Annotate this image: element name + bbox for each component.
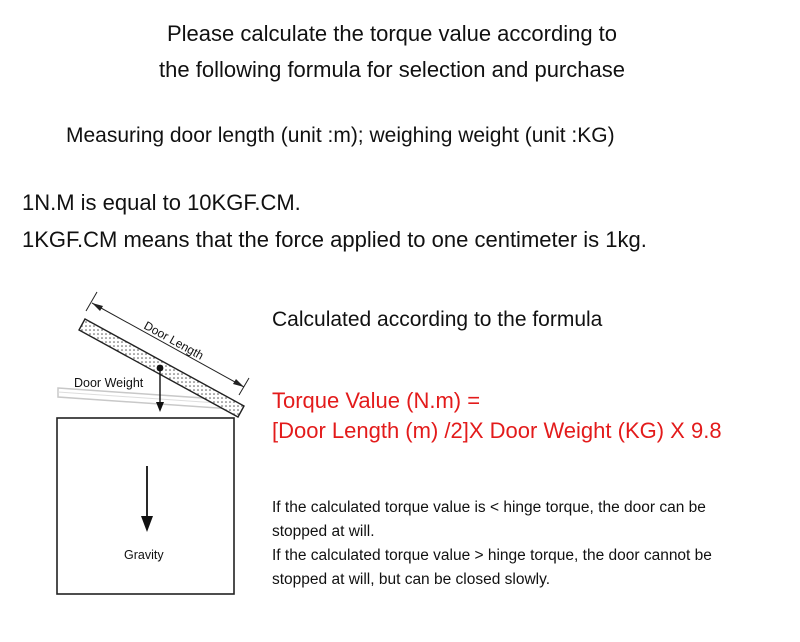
note-line-1: If the calculated torque value is < hinge torque, the door can be [272, 499, 706, 516]
unit-definition: 1KGF.CM means that the force applied to one centimeter is 1kg. [22, 227, 647, 252]
formula-line-2: [Door Length (m) /2]X Door Weight (KG) X 9.8 [272, 418, 722, 443]
formula-heading: Calculated according to the formula [272, 308, 603, 331]
cabinet-box [57, 418, 234, 594]
note-line-3: If the calculated torque value > hinge torque, the door cannot be [272, 547, 712, 564]
unit-equivalence: 1N.M is equal to 10KGF.CM. [22, 190, 301, 215]
door-length-label: Door Length [141, 318, 207, 363]
measurement-note: Measuring door length (unit :m); weighing weight (unit :KG) [66, 124, 615, 147]
note-line-2: stopped at will. [272, 523, 375, 540]
note-line-4: stopped at will, but can be closed slowly. [272, 571, 551, 588]
heading-line-1: Please calculate the torque value according to [166, 21, 618, 46]
door-weight-label: Door Weight [74, 376, 144, 390]
gravity-label: Gravity [124, 548, 164, 562]
heading-line-2: the following formula for selection and purchase [159, 57, 625, 82]
formula-line-1: Torque Value (N.m) = [272, 388, 481, 413]
